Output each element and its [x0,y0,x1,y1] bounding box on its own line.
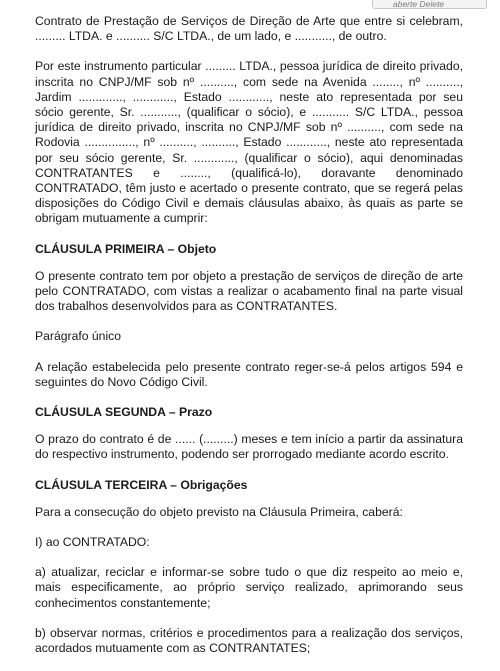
clause-3-item-b: b) observar normas, critérios e procedimentos para a realização dos serviços, acordados mutuamente com as CONTRANTATES; [35,625,463,656]
clause-1-heading: CLÁUSULA PRIMEIRA – Objeto [35,241,217,256]
clause-3-heading: CLÁUSULA TERCEIRA – Obrigações [35,477,248,492]
clause-3-item-i: I) ao CONTRATADO: [35,535,150,550]
clause-2-text: O prazo do contrato é de ...... (.........) meses e tem início a partir da assinatura do respectivo instrumento, podendo ser prorrogado mediante acordo escrito. [35,432,463,462]
single-paragraph-text: A relação estabelecida pelo presente contrato reger-se-á pelos artigos 594 e seguintes do Novo Código Civil. [35,359,463,389]
clause-2-heading: CLÁUSULA SEGUNDA – Prazo [35,405,213,420]
single-paragraph-label: Parágrafo único [35,329,122,344]
clause-1-text: O presente contrato tem por objeto a prestação de serviços de direção de arte pelo CONTRATADO, com vistas a realizar o acabamento final na parte visual dos trabalhos desenvolvidos para as CONTRATANTES. [35,268,463,314]
parties-paragraph: Por este instrumento particular ......... LTDA., pessoa jurídica de direito privado, inscrita no CNPJ/MF sob nº .........., com sede na Avenida ........, nº .........., Jardim ............., ............, Estado ............, neste ato representada por seu sócio gerente, Sr. ..........., (qualificar o sócio), e ........... S/C LTDA., pessoa jurídica de direito privado, inscrita no CNPJ/MF sob nº .........., com sede na Rodovia ..............., nº .........., .........., Estado ............, neste ato representada por seu sócio gerente, Sr. ............, (qualificar o sócio), aqui denominadas CONTRATANTES e ........, (qualificá-lo), doravante denominado CONTRATADO, têm justo e acertado o presente contrato, que se regerá pelas disposições do Código Civil e demais cláusulas abaixo, às quais as parte se obrigam mutuamente a cumprir: [35,59,463,226]
contract-intro: Contrato de Prestação de Serviços de Direção de Arte que entre si celebram, ......... LTDA. e .......... S/C LTDA., de um lado, e ..........., de outro. [35,14,463,44]
top-toolbar-tab: aberte Delete [372,0,487,9]
clause-3-intro: Para a consecução do objeto previsto na Cláusula Primeira, caberá: [35,504,403,519]
contract-document [35,14,463,671]
clause-3-item-a: a) atualizar, reciclar e informar-se sobre tudo o que diz respeito ao meio e, mais especificamente, ao próprio serviço realizado, aprimorando seus conhecimentos constantemente; [35,565,463,610]
